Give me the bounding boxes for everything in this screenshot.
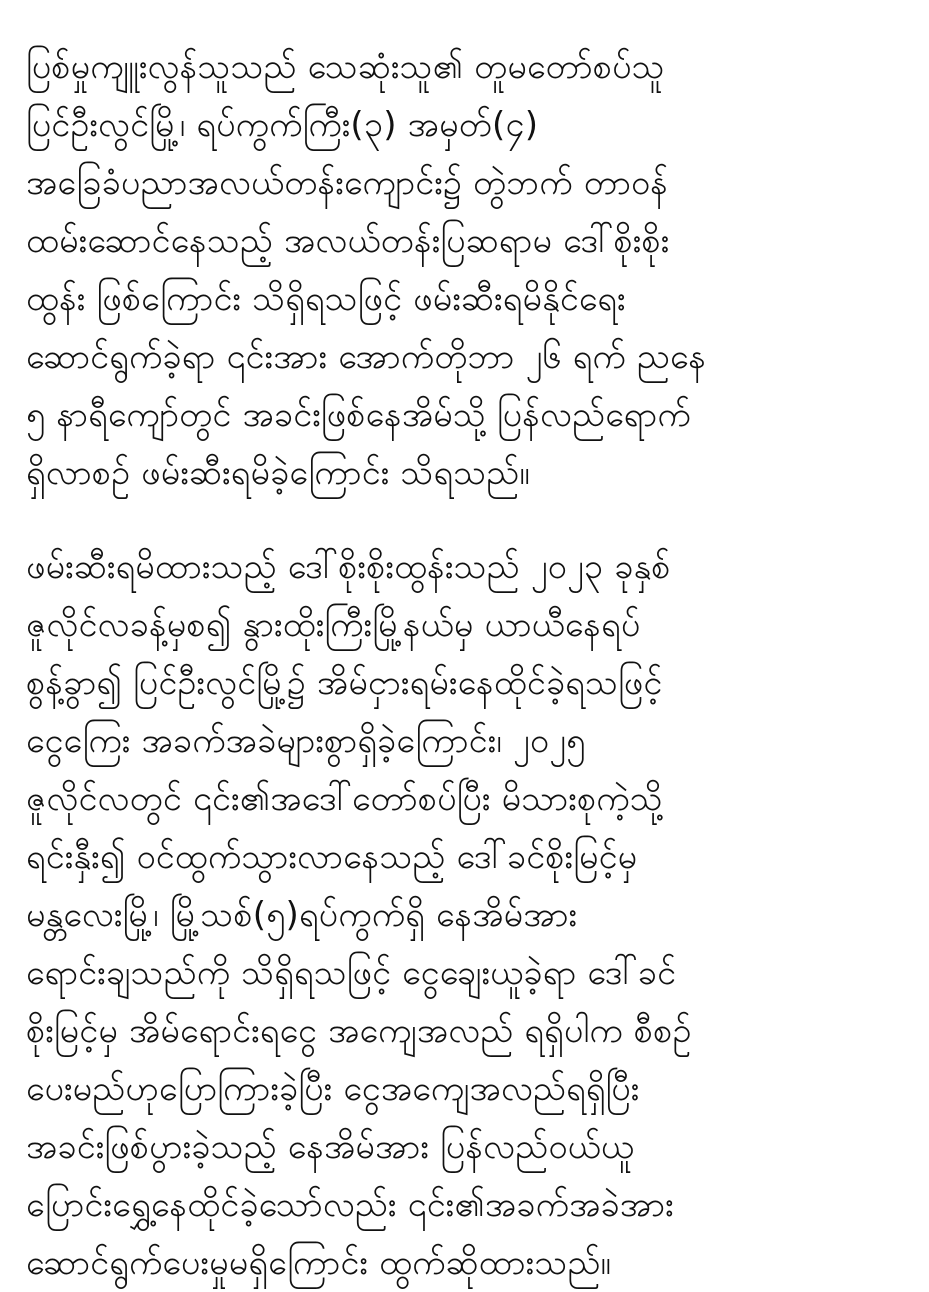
paragraph-1 [26, 38, 906, 502]
text-line: ငွေကြေး အခက်အခဲများစွာရှိခဲ့ကြောင်း၊ ၂၀၂၅ [26, 721, 586, 761]
text-line: မန္တလေးမြို့၊ မြို့သစ်(၅)ရပ်ကွက်ရှိ နေအိမ်အား [26, 895, 578, 935]
text-line: ပြင်ဦးလွင်မြို့၊ ရပ်ကွက်ကြီး(၃) အမှတ်(၄) [26, 105, 539, 145]
text-line: အခင်းဖြစ်ပွားခဲ့သည့် နေအိမ်အား ပြန်လည်ဝယ်ယူ [26, 1127, 635, 1167]
text-line: ထမ်းဆောင်နေသည့် အလယ်တန်းပြဆရာမ ဒေါ်စိုးစိုး [26, 221, 670, 261]
text-line: စွန့်ခွာ၍ ပြင်ဦးလွင်မြို့၌ အိမ်ငှားရမ်းနေထိုင်ခဲ့ရသဖြင့် [26, 663, 663, 703]
text-line: ရောင်းချသည်ကို သိရှိရသဖြင့် ငွေချေးယူခဲ့ရာ ဒေါ်ခင် [26, 953, 677, 993]
text-line: ထွန်း ဖြစ်ကြောင်း သိရှိရသဖြင့် ဖမ်းဆီးရမိနိုင်ရေး [26, 279, 626, 319]
text-line: အခြေခံပညာအလယ်တန်းကျောင်း၌ တွဲဘက် တာဝန် [26, 163, 669, 203]
text-line: ၅ နာရီကျော်တွင် အခင်းဖြစ်နေအိမ်သို့ ပြန်လည်ရောက် [26, 395, 691, 435]
text-line: ဇူလိုင်လတွင် ၎င်း၏အဒေါ်တော်စပ်ပြီး မိသားစုကဲ့သို့ [26, 779, 663, 819]
text-line: ရင်းနှီး၍ ဝင်ထွက်သွားလာနေသည့် ဒေါ်ခင်စိုးမြင့်မှ [26, 837, 638, 877]
text-line: စိုးမြင့်မှ အိမ်ရောင်းရငွေ အကျေအလည် ရရှိပါက စီစဉ် [26, 1011, 692, 1051]
paragraph-2 [26, 538, 906, 1292]
text-line: ရှိလာစဉ် ဖမ်းဆီးရမိခဲ့ကြောင်း သိရသည်။ [26, 453, 530, 493]
text-line: ဖမ်းဆီးရမိထားသည့် ဒေါ်စိုးစိုးထွန်းသည် ၂၀၂၃ ခုနှစ် [26, 547, 671, 587]
text-line: ဆောင်ရွက်ပေးမှုမရှိကြောင်း ထွက်ဆိုထားသည်။ [26, 1243, 612, 1283]
text-line: ဇူလိုင်လခန့်မှစ၍ နွားထိုးကြီးမြို့နယ်မှ ယာယီနေရပ် [26, 605, 641, 645]
text-line: ဆောင်ရွက်ခဲ့ရာ ၎င်းအား အောက်တိုဘာ ၂၆ ရက် ညနေ [26, 337, 707, 377]
text-line: ပြစ်မှုကျူးလွန်သူသည် သေဆုံးသူ၏ တူမတော်စပ်သူ [26, 47, 665, 87]
text-line: ပေးမည်ဟုပြောကြားခဲ့ပြီး ငွေအကျေအလည်ရရှိပြီး [26, 1069, 640, 1109]
text-line: ပြောင်းရွှေ့နေထိုင်ခဲ့သော်လည်း ၎င်း၏အခက်အခဲအား [26, 1185, 674, 1225]
